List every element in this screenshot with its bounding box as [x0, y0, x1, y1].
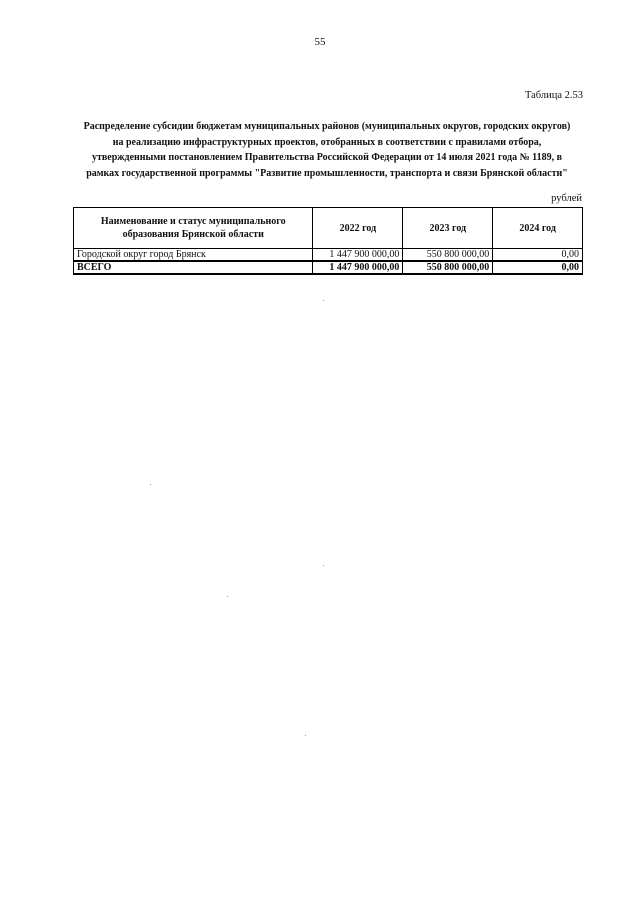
total-row — [74, 261, 583, 274]
amount-2024: 0,00 — [493, 249, 583, 262]
subsidy-table — [73, 207, 583, 275]
amount-2023: 550 800 000,00 — [403, 249, 493, 262]
table-header-row — [74, 208, 583, 249]
table-row — [74, 249, 583, 262]
header-municipality: Наименование и статус муниципального образования Брянской области — [74, 208, 313, 249]
title-line: Распределение субсидии бюджетам муниципальных районов (муниципальных округов, городских округов) — [83, 121, 571, 132]
total-2023: 550 800 000,00 — [403, 261, 493, 274]
title-line: рамках государственной программы "Развитие промышленности, транспорта и связи Брянской области" — [86, 167, 568, 179]
units-label: рублей — [551, 193, 582, 204]
scan-speck — [323, 565, 324, 566]
total-label: ВСЕГО — [74, 261, 313, 274]
header-2024: 2024 год — [493, 208, 583, 249]
document-title — [72, 119, 582, 181]
amount-2022: 1 447 900 000,00 — [313, 249, 403, 262]
page-number: 55 — [314, 36, 326, 48]
total-2022: 1 447 900 000,00 — [313, 261, 403, 274]
scan-speck — [227, 596, 228, 597]
title-line: утвержденными постановлением Правительства Российской Федерации от 14 июля 2021 года № 1189, в — [91, 152, 563, 163]
total-2024: 0,00 — [493, 261, 583, 274]
scan-speck — [150, 484, 151, 485]
title-line: на реализацию инфраструктурных проектов, отобранных в соответствии с правилами отбора, — [112, 136, 542, 148]
scan-speck — [323, 300, 324, 301]
header-2022: 2022 год — [313, 208, 403, 249]
scan-speck — [305, 735, 306, 736]
header-2023: 2023 год — [403, 208, 493, 249]
table-label: Таблица 2.53 — [524, 90, 583, 101]
municipality-name: Городской округ город Брянск — [74, 249, 313, 262]
